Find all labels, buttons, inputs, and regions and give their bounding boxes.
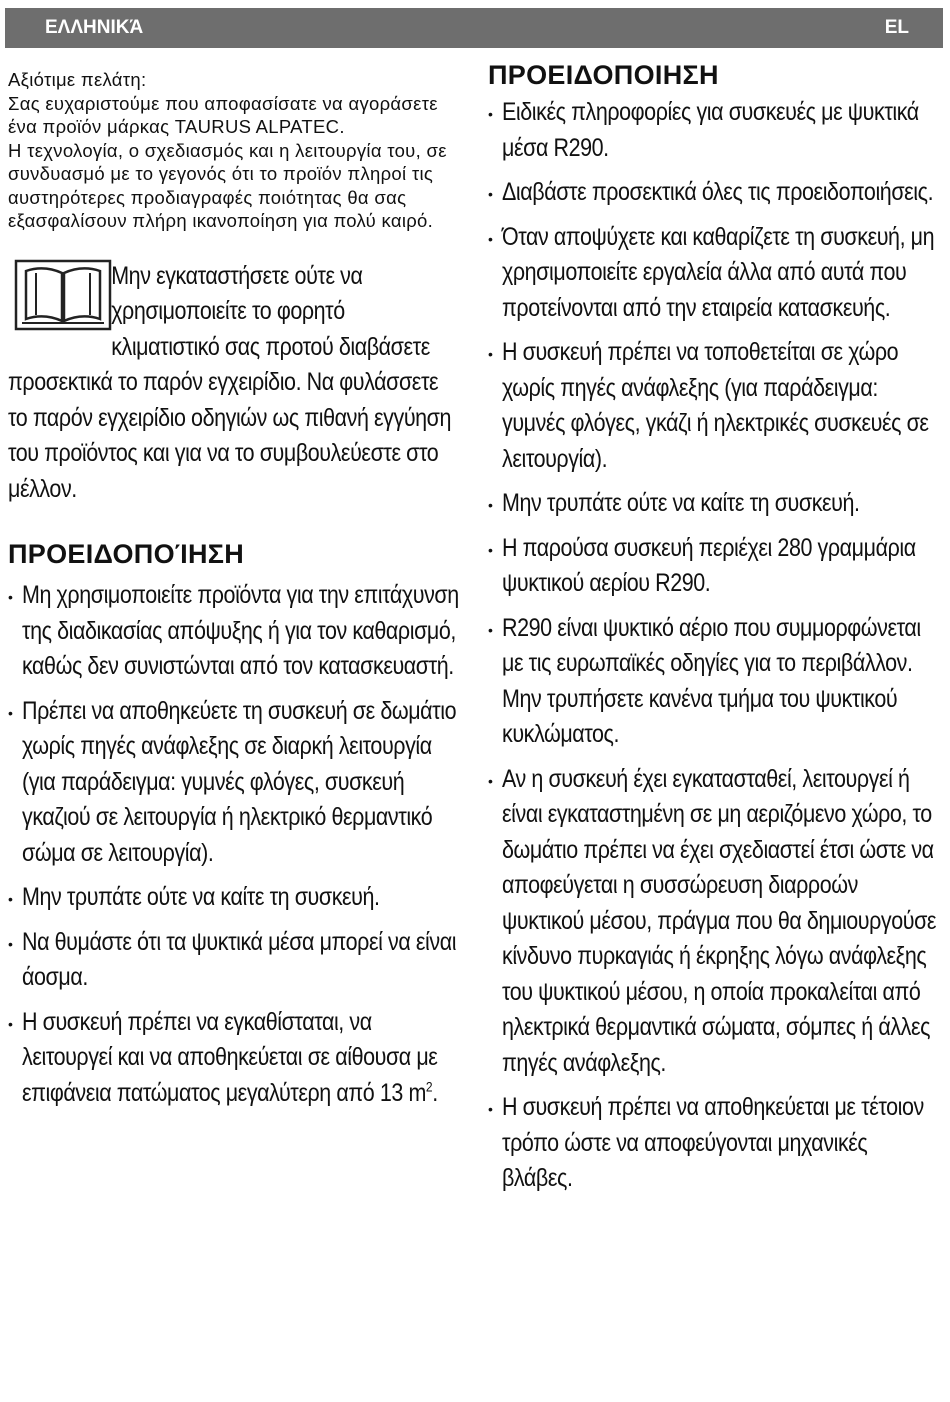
warning-heading-right: ΠΡΟΕΙΔΟΠΟΙΗΣΗ — [488, 60, 719, 90]
technology-text: Η τεχνολογία, ο σχεδιασμός και η λειτουργία του, σε συνδυασμό με το γεγονός ότι το προϊόν πληροί τις αυστηρότερες προδιαγραφές ποιότητας θα σας εξασφαλίσουν πλήρη ικανοποίηση για πολύ καιρό. — [8, 139, 447, 231]
left-column — [8, 68, 458, 1120]
intro — [8, 68, 458, 233]
list-item: • Πρέπει να αποθηκεύετε τη συσκευή σε δωμάτιο χωρίς πηγές ανάφλεξης σε διαρκή λειτουργία (για παράδειγμα: γυμνές φλόγες, συσκευή γκαζιού σε λειτουργία ή ηλεκτρικό θερμαντικό σώμα σε λειτουργία). — [8, 696, 457, 867]
manual-warning — [8, 259, 458, 508]
warning-list-right — [488, 95, 943, 1197]
list-item: • Μην τρυπάτε ούτε να καίτε τη συσκευή. — [488, 489, 860, 517]
list-item: • Όταν αποψύχετε και καθαρίζετε τη συσκευή, μη χρησιμοποιείτε εργαλεία άλλα από αυτά που προτείνονται από την εταιρεία κατασκευής. — [488, 222, 935, 322]
list-item: • Η συσκευή πρέπει να τοποθετείται σε χώρο χωρίς πηγές ανάφλεξης (για παράδειγμα: γυμνές φλόγες, γκάζι ή ηλεκτρικές συσκευές σε λειτουργία). — [488, 338, 929, 473]
list-item: • Ειδικές πληροφορίες για συσκευές με ψυκτικά μέσα R290. — [488, 98, 919, 162]
list-item: • Η συσκευή πρέπει να εγκαθίσταται, να λειτουργεί και να αποθηκεύεται σε αίθουσα με επιφάνεια πατώματος μεγαλύτερη από 13 $m^2$. — [8, 1007, 438, 1107]
list-item: • Διαβάστε προσεκτικά όλες τις προειδοποιήσεις. — [488, 178, 934, 206]
list-item: • Αν η συσκευή έχει εγκατασταθεί, λειτουργεί ή είναι εγκαταστημένη σε μη αεριζόμενο χώρο, το δωμάτιο πρέπει να έχει σχεδιαστεί έτσι ώστε να αποφεύγεται η συσσώρευση διαρροών ψυκτικού μέσου, πράγμα που θα δημιουργούσε κίνδυνο πυρκαγιάς ή έκρηξης λόγω ανάφλεξης του ψυκτικού μέσου, η οποία προκαλείται από ηλεκτρικά θερμαντικά σώματα, σόμπες ή άλλες πηγές ανάφλεξης. — [488, 764, 937, 1077]
list-item: • R290 είναι ψυκτικό αέριο που συμμορφώνεται με τις ευρωπαϊκές οδηγίες για το περιβάλλον. Μην τρυπήσετε κανένα τμήμα του ψυκτικού κυκλώματος. — [488, 613, 921, 748]
list-item: • Η συσκευή πρέπει να αποθηκεύεται με τέτοιον τρόπο ώστε να αποφεύγονται μηχανικές βλάβες. — [488, 1093, 924, 1192]
page-header — [5, 8, 943, 48]
warning-list-left — [8, 578, 458, 1111]
thanks-text: Σας ευχαριστούμε που αποφασίσατε να αγοράσετε ένα προϊόν μάρκας TAURUS ALPATEC. — [8, 92, 438, 137]
list-item: • Μη χρησιμοποιείτε προϊόντα για την επιτάχυνση της διαδικασίας απόψυξης ή για τον καθαρισμό, καθώς δεν συνιστώνται από τον κατασκευαστή. — [8, 581, 459, 680]
manual-warning-text: Μην εγκαταστήσετε ούτε να χρησιμοποιείτε το φορητό κλιματιστικό σας προτού διαβάσετε προσεκτικά το παρόν εγχειρίδιο. Να φυλάσσετε το παρόν εγχειρίδιο οδηγιών ως πιθανή εγγύηση του προϊόντος και για να το συμβουλεύεστε στο μέλλον. — [8, 261, 452, 503]
language-code: EL — [884, 17, 909, 38]
list-item: • Να θυμάστε ότι τα ψυκτικά μέσα μπορεί να είναι άοσμα. — [8, 927, 457, 991]
right-column — [488, 60, 943, 1206]
language-label: ΕΛΛΗΝΙΚΆ — [45, 17, 144, 38]
list-item: • Η παρούσα συσκευή περιέχει 280 γραμμάρια ψυκτικού αερίου R290. — [488, 533, 916, 597]
list-item: • Μην τρυπάτε ούτε να καίτε τη συσκευή. — [8, 883, 380, 911]
warning-heading-left: ΠΡΟΕΙΔΟΠΟΊΗΣΗ — [8, 539, 245, 569]
greeting: Αξιότιμε πελάτη: — [8, 69, 147, 90]
